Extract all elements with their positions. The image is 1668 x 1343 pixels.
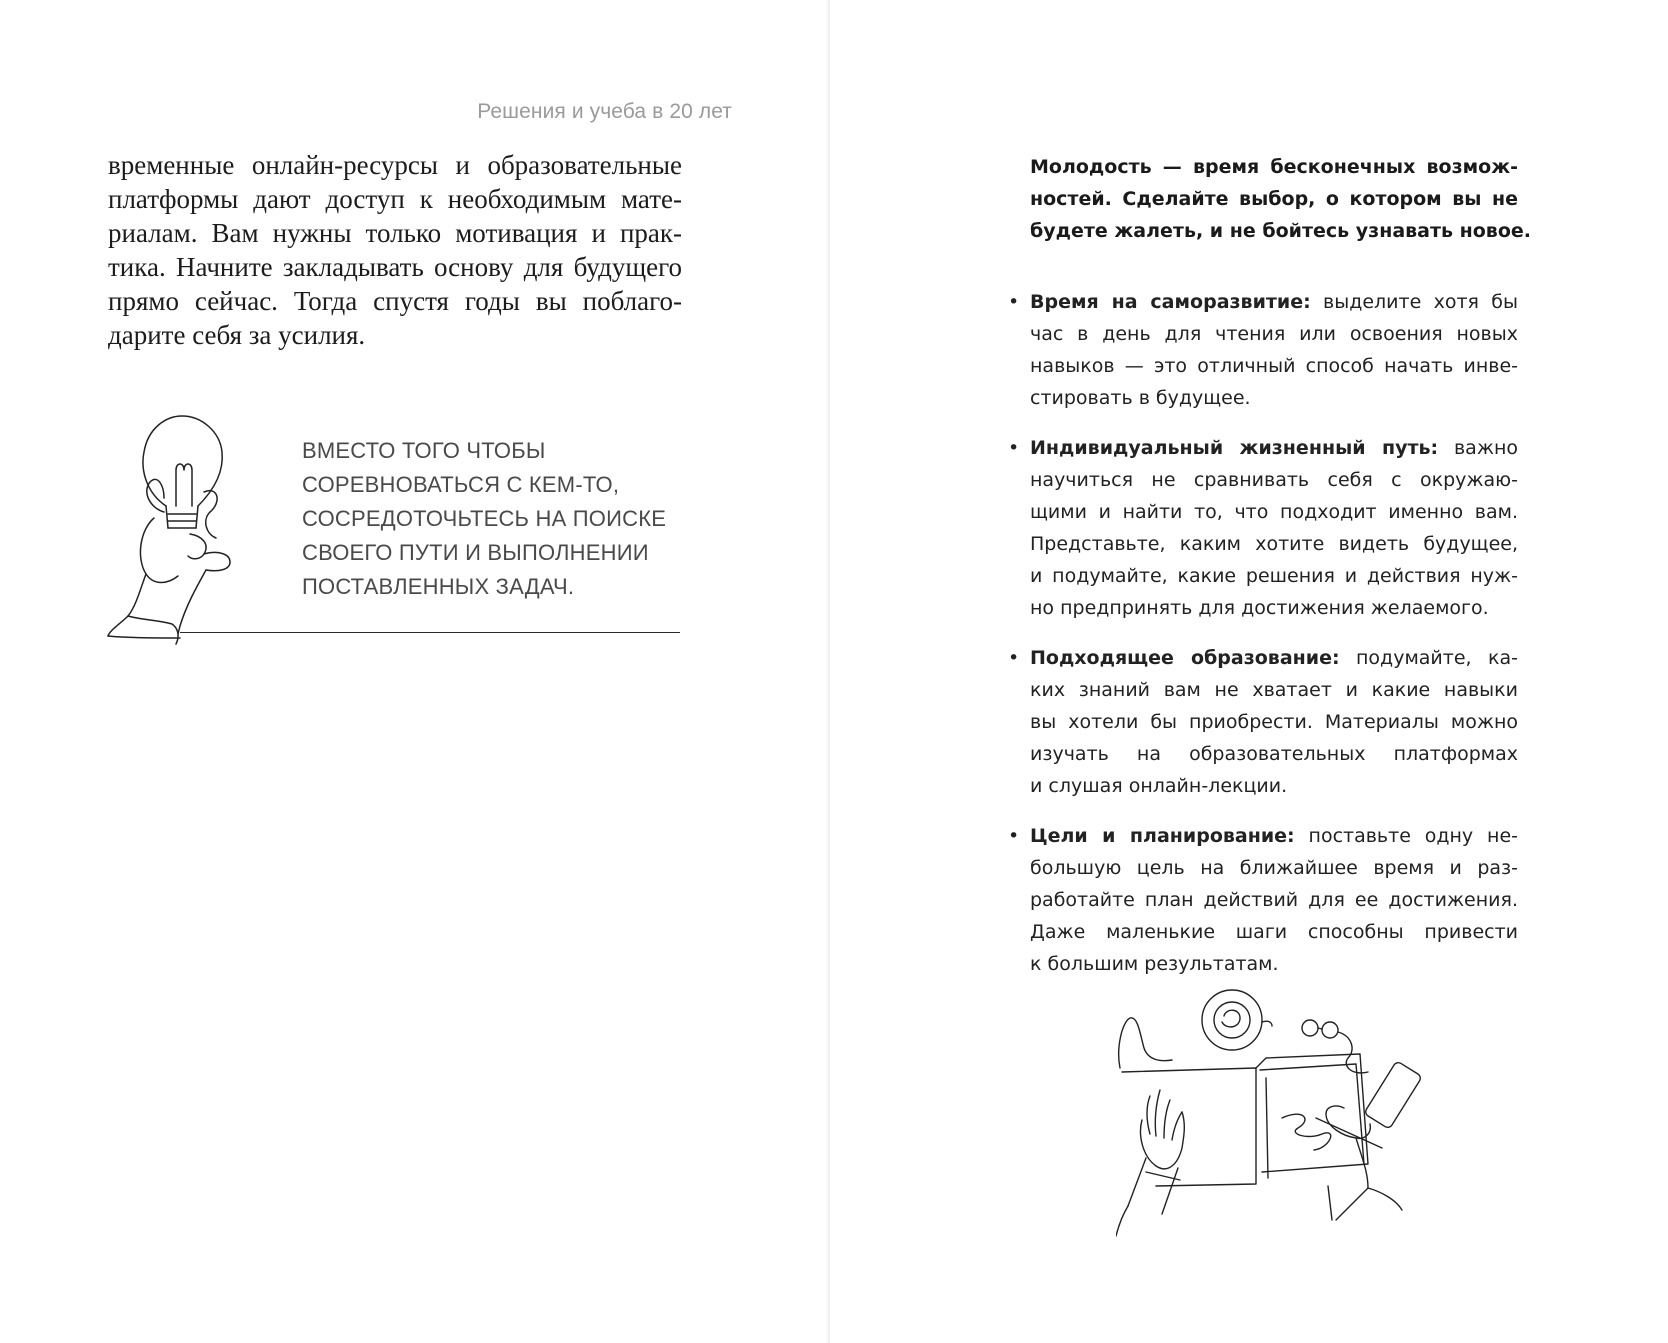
intro-line: Молодость — время бесконечных возмож- <box>1030 156 1518 178</box>
body-line: тика. Начните закладывать основу для будущего <box>108 252 682 282</box>
intro-paragraph <box>1030 151 1531 247</box>
list-item-line: большую цель на ближайшее время и раз- <box>1030 857 1518 879</box>
quote-line: СОСРЕДОТОЧЬТЕСЬ НА ПОИСКЕ <box>302 506 667 531</box>
list-item-title: Цели и планирование: <box>1030 825 1295 847</box>
list-item-line: щими и найти то, что подходит именно вам. <box>1030 501 1518 523</box>
list-item <box>1008 820 1519 980</box>
body-line: дарите себя за усилия. <box>108 320 366 350</box>
list-item-line: но предпринять для достижения желаемого. <box>1030 597 1489 619</box>
list-item <box>1008 642 1518 802</box>
quote-line: ПОСТАВЛЕННЫХ ЗАДАЧ. <box>302 574 575 599</box>
bullet-icon: • <box>1008 437 1020 459</box>
list-item-line: работайте план действий для ее достижения. <box>1030 889 1518 911</box>
quote-line: СОРЕВНОВАТЬСЯ С КЕМ-ТО, <box>302 472 620 497</box>
quote-divider <box>180 632 680 633</box>
list-item-first-line <box>1030 642 1518 674</box>
bullet-icon: • <box>1008 647 1020 669</box>
list-item-line: Даже маленькие шаги способны привести <box>1030 921 1518 943</box>
list-item-text: выделите хотя бы <box>1310 291 1518 313</box>
list-item-line: час в день для чтения или освоения новых <box>1030 323 1518 345</box>
list-item-title: Время на саморазвитие: <box>1030 291 1311 313</box>
list-item-line: вы хотели бы приобрести. Материалы можно <box>1030 711 1518 733</box>
list-item <box>1008 286 1518 414</box>
body-line: прямо сейчас. Тогда спустя годы вы поблаго- <box>108 286 682 316</box>
running-head: Решения и учеба в 20 лет <box>477 100 732 123</box>
body-line: временные онлайн-ресурсы и образовательные <box>108 150 682 180</box>
list-item-line: навыков — это отличный способ начать инве- <box>1030 355 1518 377</box>
list-item-first-line <box>1030 820 1518 852</box>
tips-list <box>1008 286 1519 998</box>
quote-line: ВМЕСТО ТОГО ЧТОБЫ <box>302 438 546 463</box>
body-paragraph <box>108 148 682 352</box>
list-item-text: подумайте, ка- <box>1339 647 1518 669</box>
list-item <box>1008 432 1518 624</box>
list-item-title: Индивидуальный жизненный путь: <box>1030 437 1439 459</box>
desk-notebook-coffee-illustration <box>1116 988 1426 1238</box>
body-line: платформы дают доступ к необходимым мате- <box>108 184 682 214</box>
list-item-line: научиться не сравнивать себя с окружаю- <box>1030 469 1518 491</box>
list-item-line: и слушая онлайн-лекции. <box>1030 775 1288 797</box>
list-item-line: и подумайте, какие решения и действия нуж- <box>1030 565 1518 587</box>
list-item-title: Подходящее образование: <box>1030 647 1340 669</box>
quote-line: СВОЕГО ПУТИ И ВЫПОЛНЕНИИ <box>302 540 649 565</box>
list-item-line: к большим результатам. <box>1030 953 1279 975</box>
list-item-line: ких знаний вам не хватает и какие навыки <box>1030 679 1518 701</box>
bullet-icon: • <box>1008 291 1020 313</box>
list-item-first-line <box>1030 286 1518 318</box>
bullet-icon: • <box>1008 825 1020 847</box>
list-item-text: поставьте одну не- <box>1294 825 1519 847</box>
pull-quote <box>302 434 666 604</box>
intro-line: будете жалеть, и не бойтесь узнавать новое. <box>1030 220 1531 242</box>
list-item-text: важно <box>1438 437 1518 459</box>
list-item-line: изучать на образовательных платформах <box>1030 743 1518 765</box>
hand-holding-lightbulb-icon <box>106 410 242 646</box>
body-line: риалам. Вам нужны только мотивация и прак- <box>108 218 682 248</box>
left-page <box>0 0 828 1343</box>
list-item-first-line <box>1030 432 1518 464</box>
list-item-line: стировать в будущее. <box>1030 387 1251 409</box>
list-item-line: Представьте, каким хотите видеть будущее, <box>1030 533 1518 555</box>
intro-line: ностей. Сделайте выбор, о котором вы не <box>1030 188 1518 210</box>
